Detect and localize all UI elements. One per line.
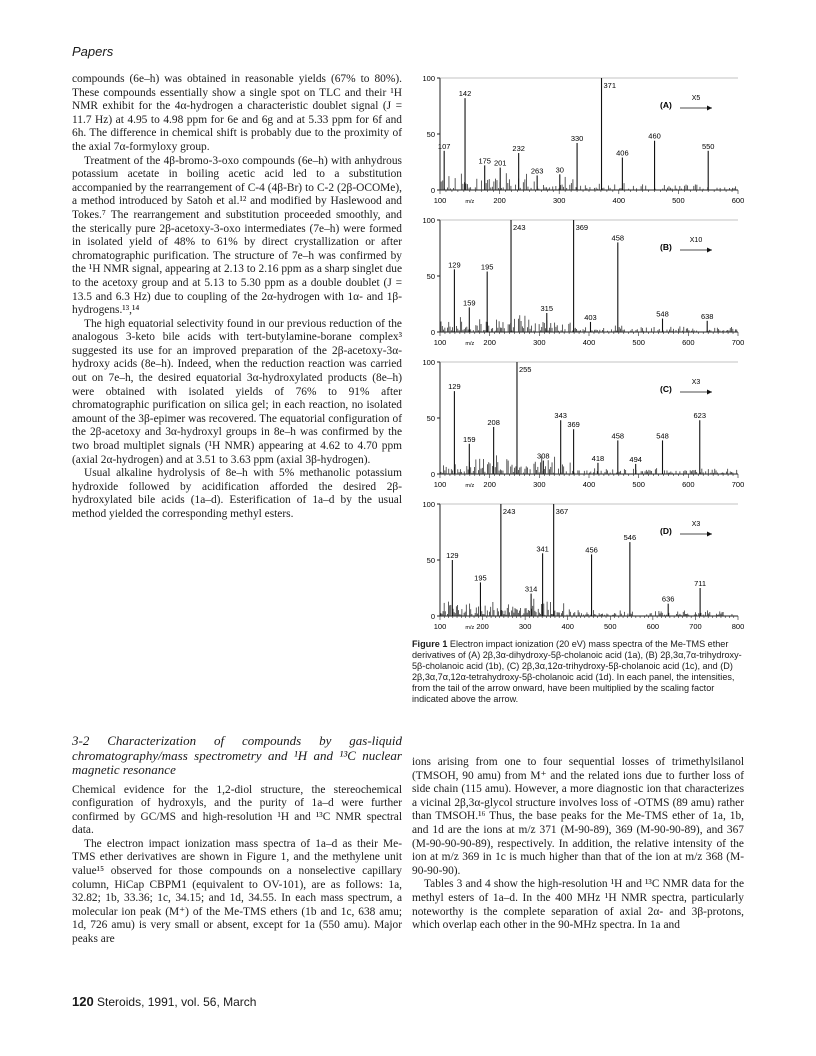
y-tick-label: 100 <box>422 74 435 83</box>
y-tick-label: 0 <box>430 612 435 621</box>
x-tick-label: 300 <box>518 622 532 631</box>
spectrum-d-chart <box>412 498 744 640</box>
running-header: Papers <box>72 44 114 59</box>
x-tick-label: 100 <box>433 622 447 631</box>
x-axis-label: m/z <box>465 341 475 347</box>
spectrum-panel-b <box>412 214 744 356</box>
left-column-bottom <box>72 734 402 947</box>
x-tick-label: 600 <box>646 622 660 631</box>
peak-label: 369 <box>575 223 589 232</box>
y-tick-label: 50 <box>426 556 435 565</box>
y-tick-label: 100 <box>422 216 435 225</box>
y-tick-label: 50 <box>426 130 435 139</box>
paragraph: The high equatorial selectivity found in our previous reduction of the analogous 3-keto bile acids with tert-butylamine-borane complex³ suggested its use for an improved preparation of the 2β-acetoxy-3α-hydroxy acids (8e–h). Indeed, when the reduction reaction was carried out on 7e–h, the desired equatorial 3α-hydroxylated products (8e–h) were obtained with isolated yields of 76% to 91% after chromatographic purification on silica gel; in each reaction, no isolated amount of the 3β-epimer was recovered. The equatorial configuration of the 2β-acetoxy and 3α-hydroxyl groups in 8e–h was confirmed by the two broad multiplet signals (¹H NMR) appearing at 4.62 to 4.70 ppm (axial 2α-hydrogen) and at 3.51 to 3.63 ppm (axial 3β-hydrogen). <box>72 317 402 466</box>
peak-label: 142 <box>458 89 472 99</box>
peak-label: 159 <box>463 298 476 308</box>
x-tick-label: 400 <box>561 622 574 631</box>
y-tick-label: 0 <box>430 470 435 479</box>
scale-factor-label: X3 <box>691 379 701 386</box>
x-tick-label: 400 <box>582 480 596 489</box>
spectrum-a-chart <box>412 72 744 214</box>
caption-label: Figure 1 <box>412 639 448 649</box>
scale-arrow-head <box>707 532 712 537</box>
paragraph: compounds (6e–h) was obtained in reasonable yields (67% to 80%). These compounds essentially show a single spot on TLC and their ¹H NMR exhibit for the 4α-hydrogen a characteristic doublet signal (J = 11.7 Hz) at 4.95 to 4.98 ppm for 6e and 6g and at 5.33 ppm for 6f and 6h. The difference in chemical shift is probably due to the proximity of the axial 7α-formyloxy group. <box>72 73 402 153</box>
peak-label: 403 <box>584 312 597 322</box>
figure-1 <box>412 72 744 640</box>
spectrum-c-chart <box>412 356 744 498</box>
paragraph: Tables 3 and 4 show the high-resolution ¹H and ¹³C NMR data for the methyl esters of 1a–d. In the 400 MHz ¹H NMR spectra, particularly noteworthy is the complete separation of axial 2α- and 3β-protons, which overlap each other in the 90-MHz spectra. In 1a and <box>412 878 744 932</box>
scale-factor-label: X10 <box>689 237 703 244</box>
paragraph: Chemical evidence for the 1,2-diol structure, the stereochemical configuration of hydroxyls, and the purity of 1a–d were further confirmed by GC/MS and high-resolution ¹H and ¹³C NMR spectral data. <box>72 783 402 837</box>
peak-label: 341 <box>536 544 549 554</box>
scale-arrow-head <box>707 106 712 111</box>
peak-label: 330 <box>570 133 584 143</box>
spectrum-b-chart <box>412 214 744 356</box>
page-footer <box>72 994 256 1009</box>
scale-arrow-head <box>707 390 712 395</box>
x-tick-label: 500 <box>604 622 617 631</box>
paragraph: ions arising from one to four sequential losses of trimethylsilanol (TMSOH, 90 amu) from M⁺ and the related ions due to further loss of side chain (115 amu). However, a more diagnostic ion that characterizes a vicinal 2β,3α-glycol structure involves loss of -OTMS (89 amu) rather than TMSOH.¹⁶ Thus, the base peaks for the Me-TMS ether of 1a, 1b, and 1d are the ions at m/z 371 (M-90-89), 369 (M-90-90-89), and 367 (M-90-90-90-89), respectively. In addition, the relative intensity of the ion at m/z 369 in 1c is much higher than that of the ion at m/z 368 (M-90-90-90). <box>412 756 744 877</box>
x-tick-label: 200 <box>483 338 496 347</box>
peak-label: 636 <box>661 594 675 604</box>
paragraph: Usual alkaline hydrolysis of 8e–h with 5% methanolic potassium hydroxide followed by acidification afforded the desired 2β-hydroxylated bile acids (1a–d). Esterification of 1a–d by the usual method yielded the corresponding methyl esters. <box>72 467 402 520</box>
peak-label: 308 <box>537 451 550 461</box>
x-tick-label: 500 <box>672 196 685 205</box>
peak-label: 371 <box>603 81 617 90</box>
peak-label: 243 <box>502 507 516 516</box>
panel-label: (C) <box>660 384 672 394</box>
peak-label: 458 <box>611 431 625 441</box>
peak-label: 195 <box>480 262 494 272</box>
x-axis-label: m/z <box>465 199 475 205</box>
peak-label: 550 <box>701 141 715 151</box>
left-column-top <box>72 73 402 522</box>
peak-label: 546 <box>623 533 637 543</box>
peak-label: 232 <box>512 144 525 154</box>
panel-label: (B) <box>660 242 672 252</box>
x-tick-label: 200 <box>493 196 506 205</box>
y-tick-label: 100 <box>422 358 435 367</box>
x-tick-label: 100 <box>433 338 447 347</box>
peak-label: 107 <box>437 141 451 151</box>
peak-label: 369 <box>567 420 580 430</box>
peak-label: 129 <box>448 260 461 270</box>
scale-arrow-head <box>707 248 712 253</box>
peak-label: 494 <box>629 454 642 464</box>
y-tick-label: 0 <box>430 328 435 337</box>
peak-label: 367 <box>555 507 569 516</box>
x-tick-label: 500 <box>632 338 645 347</box>
peak-label: 418 <box>591 453 605 463</box>
x-tick-label: 500 <box>632 480 645 489</box>
x-axis-label: m/z <box>465 483 475 489</box>
figure-caption <box>412 639 744 705</box>
peak-label: 460 <box>648 131 661 141</box>
page-number: 120 <box>72 994 94 1009</box>
x-tick-label: 400 <box>612 196 626 205</box>
peak-label: 315 <box>540 303 554 313</box>
peak-label: 243 <box>513 223 526 232</box>
peak-label: 129 <box>448 382 461 392</box>
panel-label: (A) <box>660 100 672 110</box>
x-tick-label: 600 <box>682 338 695 347</box>
peak-label: 456 <box>585 545 598 555</box>
spectrum-panel-c <box>412 356 744 498</box>
paragraph: Treatment of the 4β-bromo-3-oxo compounds (6e–h) with anhydrous potassium acetate in boiling acetic acid led to a substitution accompanied by the rearrangement of C-4 (4β-Br) to C-2 (2β-OCOMe), a method introduced by Satoh et al.¹² and modified by Haslewood and Tokes.⁷ The rearrangement and substitution proceeded smoothly, and the sterically pure 2β-acetoxy-3-oxo intermediates (7e–h) were formed in isolated yield of 48% to 61% by direct crystallization or after chromatographic purification. The structure of 7e–h was confirmed by the ¹H NMR signal, appearing at 2.13 to 2.16 ppm as a sharp singlet due to the acetoxy group and at 5.13 to 5.30 ppm as a double doublet (J = 13.5 and 6.3 Hz) due to coupling of the 2α-hydrogen with 1α- and 1β-hydrogens.¹³,¹⁴ <box>72 154 402 317</box>
peak-label: 195 <box>474 573 487 583</box>
x-tick-label: 700 <box>731 338 744 347</box>
y-tick-label: 50 <box>426 414 435 423</box>
x-tick-label: 100 <box>433 196 447 205</box>
scale-factor-label: X3 <box>691 521 701 528</box>
peak-label: 711 <box>694 579 707 588</box>
peak-label: 159 <box>463 434 476 444</box>
x-tick-label: 400 <box>582 338 596 347</box>
spectrum-panel-a <box>412 72 744 214</box>
x-tick-label: 700 <box>731 480 744 489</box>
right-column-bottom <box>412 756 744 933</box>
spectrum-panel-d <box>412 498 744 640</box>
peak-label: 638 <box>700 311 714 321</box>
y-tick-label: 0 <box>430 186 435 195</box>
section-title: 3-2 Characterization of compounds by gas-liquid chromatography/mass spectrometry and ¹H and ¹³C nuclear magnetic resonance <box>72 733 402 777</box>
peak-label: 343 <box>554 411 567 421</box>
peak-label: 175 <box>478 156 491 166</box>
peak-label: 255 <box>518 365 532 374</box>
x-tick-label: 800 <box>731 622 744 631</box>
y-tick-label: 100 <box>422 500 435 509</box>
peak-label: 129 <box>446 551 459 560</box>
x-tick-label: 600 <box>731 196 744 205</box>
caption-text: Electron impact ionization (20 eV) mass spectra of the Me-TMS ether derivatives of (A) 2β,3α-dihydroxy-5β-cholanoic acid (1a), (B) 2β,3α,7α-trihydroxy-5β-cholanoic acid (1b), (C) 2β,3α,12α-trihydroxy-5β-cholanoic acid (1c), and (D) 2β,3α,7α,12α-tetrahydroxy-5β-cholanoic acid (1d). In each panel, the intensities, from the tail of the arrow onward, have been multiplied by the scaling factor indicated above the arrow. <box>412 639 742 704</box>
x-tick-label: 600 <box>682 480 695 489</box>
peak-label: 548 <box>656 309 669 319</box>
y-tick-label: 50 <box>426 272 435 281</box>
x-axis-label: m/z <box>465 625 475 631</box>
x-tick-label: 100 <box>433 480 447 489</box>
x-tick-label: 300 <box>533 338 546 347</box>
peak-label: 201 <box>493 158 507 168</box>
peak-label: 406 <box>616 148 629 158</box>
peak-label: 314 <box>524 584 538 594</box>
peak-label: 30 <box>555 165 564 175</box>
panel-label: (D) <box>660 526 672 536</box>
journal-citation: Steroids, 1991, vol. 56, March <box>97 995 257 1009</box>
paragraph: The electron impact ionization mass spectra of 1a–d as their Me-TMS ether derivatives are shown in Figure 1, and the methylene unit value¹⁵ observed for those compounds on a nonselective capillary column, HiCap CBPM1 (equivalent to OV-101), are as follows: 1a, 32.82; 1b, 33.36; 1c, 34.15; and 1d, 34.55. In each mass spectrum, a molecular ion peak (M⁺) of the Me-TMS ethers (1b and 1c, 638 amu; 1d, 726 amu) is very small or absent, except for 1a (550 amu). Major peaks are <box>72 837 402 946</box>
x-tick-label: 300 <box>552 196 566 205</box>
x-tick-label: 700 <box>689 622 702 631</box>
x-tick-label: 200 <box>476 622 489 631</box>
peak-label: 263 <box>530 166 544 176</box>
peak-label: 208 <box>487 417 500 427</box>
peak-label: 458 <box>611 233 625 243</box>
peak-label: 623 <box>693 411 707 421</box>
peak-label: 548 <box>656 431 669 441</box>
scale-factor-label: X5 <box>691 95 701 102</box>
x-tick-label: 300 <box>533 480 546 489</box>
x-tick-label: 200 <box>483 480 496 489</box>
